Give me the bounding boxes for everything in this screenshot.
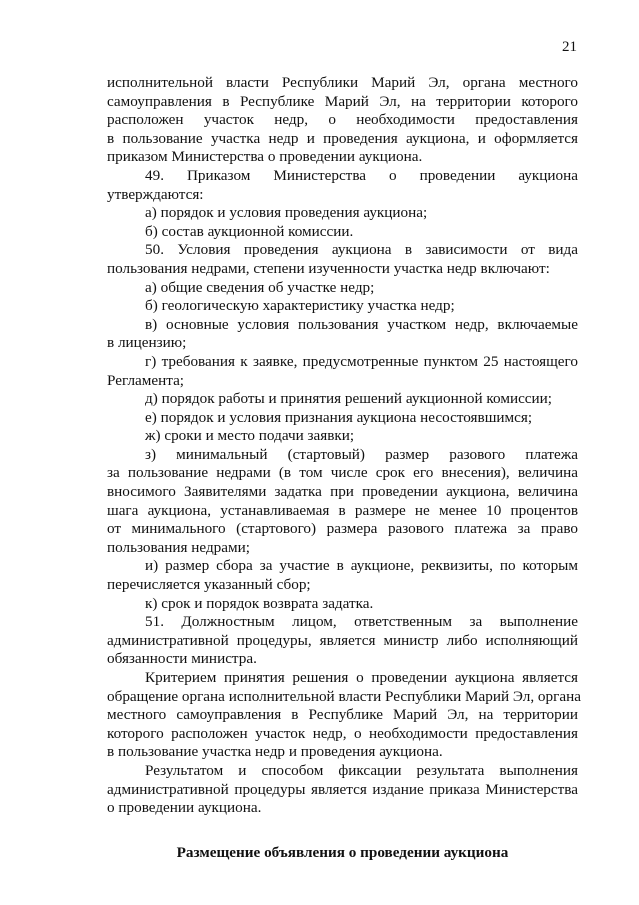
text-line: пользования недрами, степени изученности участка недр включают: [107, 259, 550, 277]
text-line: в пользование участка недр и проведения аукциона, и оформляется [107, 129, 578, 147]
text-line: обязанности министра. [107, 650, 257, 668]
text-line: расположен участок недр, о необходимости предоставления [107, 111, 578, 129]
paragraph [107, 241, 578, 278]
text-line: д) порядок работы и принятия решений аукционной комиссии; [145, 390, 553, 408]
text-line: приказом Министерства о проведении аукциона. [107, 148, 423, 166]
paragraph [107, 557, 578, 594]
text-line: Регламента; [107, 371, 185, 389]
text-line: о проведении аукциона. [107, 799, 262, 817]
paragraph [107, 279, 578, 298]
paragraph [107, 595, 578, 614]
text-line: за пользование недрами (в том числе срок его внесения), величина [107, 464, 578, 482]
paragraph [107, 74, 578, 167]
paragraph [107, 167, 578, 204]
paragraph [107, 297, 578, 316]
text-line: 50. Условия проведения аукциона в зависимости от вида [145, 241, 578, 259]
text-line: которого расположен участок недр, о необходимости предоставления [107, 724, 578, 742]
paragraph [107, 204, 578, 223]
paragraph [107, 390, 578, 409]
text-line: к) срок и порядок возврата задатка. [145, 594, 374, 612]
text-line: а) общие сведения об участке недр; [145, 278, 375, 296]
paragraph [107, 427, 578, 446]
text-line: 51. Должностным лицом, ответственным за выполнение [145, 613, 578, 631]
text-line: вносимого Заявителями задатка при проведении аукциона, величина [107, 483, 578, 501]
text-line: административной процедуры, является министр либо исполняющий [107, 631, 578, 649]
text-line: б) геологическую характеристику участка недр; [145, 297, 455, 315]
text-line: утверждаются: [107, 185, 204, 203]
text-line: местного самоуправления в Республике Марий Эл, на территории [107, 706, 578, 724]
text-line: ж) сроки и место подачи заявки; [145, 427, 355, 445]
text-line: в пользование участка недр и проведения аукциона. [107, 743, 443, 761]
text-line: Критерием принятия решения о проведении аукциона является [145, 669, 578, 686]
paragraph [107, 669, 581, 762]
paragraph [107, 223, 578, 242]
text-line: в) основные условия пользования участком недр, включаемые [145, 315, 578, 333]
paragraph [107, 613, 578, 669]
paragraph [107, 353, 578, 390]
text-line: г) требования к заявке, предусмотренные пунктом 25 настоящего [145, 352, 578, 370]
text-line: з) минимальный (стартовый) размер разового платежа [145, 445, 578, 463]
text-line: б) состав аукционной комиссии. [145, 222, 354, 240]
text-line: самоуправления в Республике Марий Эл, на территории которого [107, 92, 578, 110]
text-line: а) порядок и условия проведения аукциона; [145, 204, 428, 222]
paragraph [107, 762, 578, 818]
text-line: е) порядок и условия признания аукциона несостоявшимся; [145, 408, 533, 426]
paragraph [107, 316, 578, 353]
page-number: 21 [562, 39, 577, 55]
text-line: Результатом и способом фиксации результата выполнения [145, 761, 578, 779]
text-line: шага аукциона, устанавливаемая в размере не менее 10 процентов [107, 501, 578, 519]
body-text [107, 74, 581, 862]
text-line: 49. Приказом Министерства о проведении аукциона [145, 166, 578, 184]
paragraph [107, 409, 578, 428]
text-line: обращение органа исполнительной власти Республики Марий Эл, органа [107, 687, 581, 705]
text-line: исполнительной власти Республики Марий Эл, органа местного [107, 74, 578, 91]
text-line: от минимального (стартового) размера разового платежа за право [107, 520, 578, 538]
text-line: административной процедуры является издание приказа Министерства [107, 780, 578, 798]
text-line: перечисляется указанный сбор; [107, 576, 311, 594]
text-line: в лицензию; [107, 334, 187, 352]
section-heading: Размещение объявления о проведении аукциона [176, 843, 509, 861]
text-line: и) размер сбора за участие в аукционе, реквизиты, по которым [145, 557, 578, 575]
paragraph [107, 446, 578, 558]
text-line: пользования недрами; [107, 538, 250, 556]
